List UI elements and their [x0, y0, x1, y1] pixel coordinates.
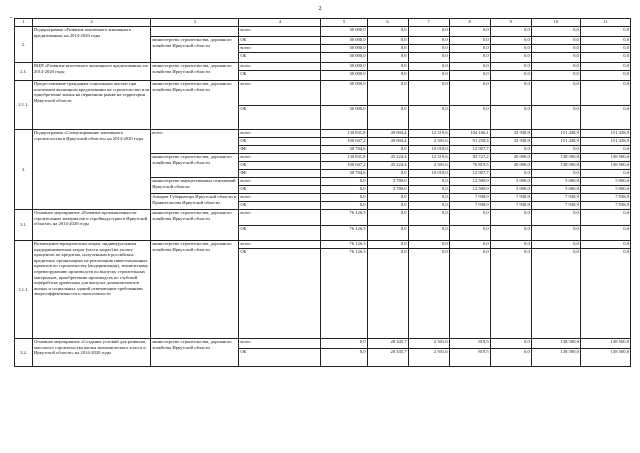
header-cell: 9	[490, 19, 531, 27]
header-cell: 3	[151, 19, 239, 27]
item-number: 2.	[15, 27, 33, 63]
amount-cell: 0,0	[367, 71, 408, 81]
amount-cell: 2 501,6	[408, 138, 449, 146]
funding-source-cell: всего	[239, 81, 321, 106]
table-row	[15, 81, 631, 106]
amount-cell: 138 500,0	[531, 349, 580, 367]
item-number: 3.1.	[15, 210, 33, 241]
funding-source-cell: ОБ	[239, 249, 321, 339]
amount-cell: 7 938,9	[449, 194, 490, 202]
amount-cell: 49 004,4	[367, 130, 408, 138]
amount-cell: 0,0	[321, 186, 367, 194]
header-cell: 11	[580, 19, 630, 27]
amount-cell: 70 819,5	[449, 162, 490, 170]
table-body	[15, 27, 631, 367]
amount-cell: 76 126,3	[321, 226, 367, 241]
amount-cell: 7 938,9	[490, 194, 531, 202]
executor-cell: министерство строительства, дорожного хозяйства Иркутской области	[151, 241, 239, 339]
amount-cell: 0,0	[490, 210, 531, 226]
header-cell: 7	[408, 19, 449, 27]
amount-cell: 5 000,0	[531, 178, 580, 186]
amount-cell: 0,0	[449, 249, 490, 339]
item-name: Основное мероприятие «Создание условий для развития массового строительства жилья экономического класса в Иркутской области» на 2014-2020 годы	[33, 339, 151, 367]
executor-cell: министерство строительства, дорожного хозяйства Иркутской области	[151, 210, 239, 241]
amount-cell: 10 018,0	[408, 146, 449, 154]
amount-cell: 0,0	[580, 45, 630, 53]
amount-cell: 151 438,9	[580, 138, 630, 146]
funding-source-cell: ОБ	[239, 186, 321, 194]
item-number: 2.1.	[15, 63, 33, 81]
header-cell: 5	[321, 19, 367, 27]
amount-cell: 100 047,2	[321, 138, 367, 146]
amount-cell: 0,0	[580, 249, 630, 339]
amount-cell: 0,0	[531, 27, 580, 37]
amount-cell: 0,0	[408, 194, 449, 202]
amount-cell: 138 500,0	[531, 339, 580, 349]
budget-table	[14, 18, 631, 367]
executor-cell: министерство строительства, дорожного хозяйства Иркутской области	[151, 81, 239, 130]
amount-cell: 2 501,6	[408, 349, 449, 367]
amount-cell: 0,0	[367, 170, 408, 178]
amount-cell: 0,0	[531, 210, 580, 226]
header-cell: 4	[239, 19, 321, 27]
amount-cell: 0,0	[449, 27, 490, 37]
amount-cell: 20 000,0	[490, 162, 531, 170]
amount-cell: 7 938,9	[580, 194, 630, 202]
amount-cell: 12 519,6	[408, 130, 449, 138]
amount-cell: 0,0	[408, 202, 449, 210]
amount-cell: 0,0	[321, 339, 367, 349]
amount-cell: 0,0	[580, 170, 630, 178]
amount-cell: 151 438,9	[580, 130, 630, 138]
amount-cell: 12 500,0	[449, 178, 490, 186]
amount-cell: 30 000,0	[321, 37, 367, 45]
header-cell: 1	[15, 19, 33, 27]
amount-cell: 0,0	[367, 249, 408, 339]
funding-source-cell: ОБ	[239, 202, 321, 210]
amount-cell: 0,0	[531, 81, 580, 106]
table-row	[15, 241, 631, 249]
amount-cell: 0,0	[531, 170, 580, 178]
amount-cell: 138 500,0	[580, 154, 630, 162]
amount-cell: 0,0	[531, 45, 580, 53]
amount-cell: 0,0	[367, 194, 408, 202]
amount-cell: 0,0	[580, 27, 630, 37]
amount-cell: 138 500,0	[580, 339, 630, 349]
amount-cell: 0,0	[449, 106, 490, 130]
funding-source-cell: ОБ	[239, 162, 321, 170]
amount-cell: 0,0	[367, 45, 408, 53]
amount-cell: 0,0	[408, 226, 449, 241]
amount-cell: 0,0	[531, 71, 580, 81]
amount-cell: 0,0	[408, 53, 449, 63]
table-row	[15, 27, 631, 37]
amount-cell: 0,0	[449, 210, 490, 226]
item-number: 3.	[15, 130, 33, 210]
amount-cell: 0,0	[367, 63, 408, 71]
amount-cell: 0,0	[367, 241, 408, 249]
amount-cell: 30 000,0	[321, 45, 367, 53]
funding-source-cell: всего	[239, 45, 321, 53]
amount-cell: 0,0	[580, 71, 630, 81]
amount-cell: 0,0	[490, 146, 531, 154]
amount-cell: 0,0	[580, 241, 630, 249]
amount-cell: 28 345,7	[367, 349, 408, 367]
amount-cell: 0,0	[408, 241, 449, 249]
amount-cell: 28 345,7	[367, 339, 408, 349]
amount-cell: 5 000,0	[580, 178, 630, 186]
funding-source-cell: ОБ	[239, 138, 321, 146]
amount-cell: 130 831,8	[321, 154, 367, 162]
amount-cell: 138 500,0	[580, 162, 630, 170]
amount-cell: 3 780,0	[367, 186, 408, 194]
amount-cell: 0,0	[580, 146, 630, 154]
amount-cell: 819,5	[449, 349, 490, 367]
item-name: Подпрограмма «Развитие ипотечного жилищного кредитования» на 2014-2020 годы	[33, 27, 151, 63]
amount-cell: 0,0	[408, 71, 449, 81]
executor-cell	[151, 27, 239, 37]
amount-cell: 138 500,0	[580, 349, 630, 367]
amount-cell: 45 224,4	[367, 154, 408, 162]
amount-cell: 0,0	[449, 37, 490, 45]
header-cell: 2	[33, 19, 151, 27]
amount-cell: 0,0	[580, 37, 630, 45]
amount-cell: 49 004,4	[367, 138, 408, 146]
item-name: Предоставление гражданам социальных выплат при ипотечном жилищном кредитовании на строительство или приобретение жилья на первичном рынке на территории Иркутской области	[33, 81, 151, 130]
amount-cell: 0,0	[490, 53, 531, 63]
amount-cell: 2 501,6	[408, 339, 449, 349]
amount-cell: 819,5	[449, 339, 490, 349]
amount-cell: 0,0	[580, 53, 630, 63]
amount-cell: 5 000,0	[531, 186, 580, 194]
amount-cell: 151 438,9	[531, 130, 580, 138]
funding-source-cell: ОБ	[239, 226, 321, 241]
funding-source-cell: всего	[239, 194, 321, 202]
amount-cell: 0,0	[408, 186, 449, 194]
funding-source-cell: всего	[239, 154, 321, 162]
amount-cell: 0,0	[490, 81, 531, 106]
executor-cell: всего	[151, 130, 239, 154]
amount-cell: 0,0	[408, 45, 449, 53]
header-row	[15, 19, 631, 27]
amount-cell: 0,0	[490, 71, 531, 81]
amount-cell: 91 258,4	[449, 138, 490, 146]
amount-cell: 30 000,0	[321, 81, 367, 106]
amount-cell: 0,0	[367, 53, 408, 63]
amount-cell: 0,0	[408, 210, 449, 226]
amount-cell: 0,0	[490, 170, 531, 178]
amount-cell: 0,0	[408, 178, 449, 186]
executor-cell: Аппарат Губернатора Иркутской области и Правительства Иркутской области	[151, 194, 239, 210]
amount-cell: 0,0	[321, 202, 367, 210]
amount-cell: 12 907,7	[449, 146, 490, 154]
amount-cell: 0,0	[449, 45, 490, 53]
amount-cell: 0,0	[531, 37, 580, 45]
amount-cell: 0,0	[490, 106, 531, 130]
amount-cell: 12 519,6	[408, 154, 449, 162]
amount-cell: 30 784,6	[321, 170, 367, 178]
amount-cell: 30 000,0	[321, 63, 367, 71]
funding-source-cell: всего	[239, 210, 321, 226]
funding-source-cell: всего	[239, 130, 321, 138]
table-row	[15, 210, 631, 226]
amount-cell: 0,0	[367, 226, 408, 241]
amount-cell: 0,0	[490, 339, 531, 349]
amount-cell: 0,0	[408, 81, 449, 106]
amount-cell: 0,0	[580, 210, 630, 226]
amount-cell: 0,0	[490, 249, 531, 339]
amount-cell: 0,0	[580, 81, 630, 106]
amount-cell: 0,0	[449, 226, 490, 241]
amount-cell: 5 000,0	[580, 186, 630, 194]
item-name: ВЦП «Развитие ипотечного жилищного кредитования» на 2014-2020 годы	[33, 63, 151, 81]
item-number: 3.1.1.	[15, 241, 33, 339]
amount-cell: 76 126,3	[321, 249, 367, 339]
funding-source-cell: ФБ	[239, 170, 321, 178]
funding-source-cell: всего	[239, 241, 321, 249]
amount-cell: 76 126,3	[321, 210, 367, 226]
amount-cell: 0,0	[490, 349, 531, 367]
amount-cell: 0,0	[531, 63, 580, 71]
amount-cell: 7 938,9	[449, 202, 490, 210]
header-cell: 8	[449, 19, 490, 27]
funding-source-cell: ОБ	[239, 106, 321, 130]
funding-source-cell: ОБ	[239, 71, 321, 81]
amount-cell: 0,0	[531, 53, 580, 63]
funding-source-cell: всего	[239, 339, 321, 349]
amount-cell: 100 047,2	[321, 162, 367, 170]
amount-cell: 0,0	[449, 71, 490, 81]
amount-cell: 0,0	[408, 249, 449, 339]
item-number: 3.2.	[15, 339, 33, 367]
item-name: Подпрограмма «Стимулирование жилищного строительства в Иркутской области» на 2014-2020 годы	[33, 130, 151, 210]
amount-cell: 20 000,0	[490, 154, 531, 162]
amount-cell: 7 938,9	[490, 202, 531, 210]
amount-cell: 104 166,1	[449, 130, 490, 138]
executor-cell: министерство имущественных отношений Иркутской области	[151, 178, 239, 194]
amount-cell: 5 000,0	[490, 178, 531, 186]
table-row	[15, 339, 631, 349]
amount-cell: 5 000,0	[490, 186, 531, 194]
amount-cell: 0,0	[367, 106, 408, 130]
amount-cell: 0,0	[531, 241, 580, 249]
funding-source-cell: ОБ	[239, 53, 321, 63]
amount-cell: 45 224,4	[367, 162, 408, 170]
executor-cell: министерство строительства, дорожного хозяйства Иркутской области	[151, 63, 239, 81]
amount-cell: 0,0	[531, 249, 580, 339]
funding-source-cell: всего	[239, 27, 321, 37]
amount-cell: 0,0	[449, 63, 490, 71]
amount-cell: 3 780,0	[367, 178, 408, 186]
amount-cell: 0,0	[367, 37, 408, 45]
table-row	[15, 130, 631, 138]
amount-cell: 138 500,0	[531, 154, 580, 162]
funding-source-cell: ФБ	[239, 146, 321, 154]
amount-cell: 0,0	[367, 146, 408, 154]
amount-cell: 0,0	[531, 226, 580, 241]
amount-cell: 0,0	[367, 27, 408, 37]
amount-cell: 2 501,6	[408, 162, 449, 170]
amount-cell: 30 000,0	[321, 106, 367, 130]
item-number: 2.1.1.	[15, 81, 33, 130]
amount-cell: 0,0	[490, 241, 531, 249]
amount-cell: 0,0	[580, 63, 630, 71]
amount-cell: 0,0	[408, 63, 449, 71]
amount-cell: 30 000,0	[321, 27, 367, 37]
amount-cell: 0,0	[490, 63, 531, 71]
amount-cell: 0,0	[490, 226, 531, 241]
amount-cell: 30 000,0	[321, 53, 367, 63]
executor-cell: министерство строительства, дорожного хозяйства Иркутской области	[151, 37, 239, 63]
item-name: Основное мероприятие «Развитие промышленности строительных материалов и стройиндустрии в Иркутской области» на 2014-2020 годы	[33, 210, 151, 241]
item-name: Возмещение юридическим лицам, индивидуальным предпринимателям затрат (части затрат) на уплату процентов по кредитам, полученным в российских кредитных организациях на реализацию инвестиционных проектов по строительству (модернизации), техническому перевооружению производств по выпуску строительных материалов, приобретению производств по глубокой переработке древесины для выпуска домокомплектов жилых и социальных зданий отвечающим требованиям энергоэффективности и экологичности	[33, 241, 151, 339]
executor-cell: министерство строительства, дорожного хозяйства Иркутской области	[151, 154, 239, 178]
amount-cell: 7 938,9	[580, 202, 630, 210]
amount-cell: 30 784,6	[321, 146, 367, 154]
amount-cell: 0,0	[490, 45, 531, 53]
amount-cell: 0,0	[490, 27, 531, 37]
amount-cell: 138 500,0	[531, 162, 580, 170]
amount-cell: 130 831,8	[321, 130, 367, 138]
header-cell: 6	[367, 19, 408, 27]
amount-cell: 0,0	[449, 241, 490, 249]
funding-source-cell: всего	[239, 178, 321, 186]
corner-mark: -	[10, 13, 13, 21]
page-number: 2	[318, 6, 322, 12]
amount-cell: 0,0	[580, 226, 630, 241]
amount-cell: 7 938,9	[531, 194, 580, 202]
amount-cell: 76 126,3	[321, 241, 367, 249]
amount-cell: 0,0	[321, 178, 367, 186]
amount-cell: 0,0	[321, 349, 367, 367]
amount-cell: 0,0	[531, 106, 580, 130]
table-row	[15, 63, 631, 71]
amount-cell: 0,0	[408, 106, 449, 130]
funding-source-cell: ОБ	[239, 37, 321, 45]
amount-cell: 0,0	[531, 146, 580, 154]
amount-cell: 7 938,9	[531, 202, 580, 210]
amount-cell: 0,0	[580, 106, 630, 130]
amount-cell: 32 938,9	[490, 138, 531, 146]
amount-cell: 30 000,0	[321, 71, 367, 81]
amount-cell: 151 438,9	[531, 138, 580, 146]
amount-cell: 0,0	[321, 194, 367, 202]
amount-cell: 12 907,7	[449, 170, 490, 178]
amount-cell: 0,0	[367, 210, 408, 226]
amount-cell: 0,0	[408, 37, 449, 45]
amount-cell: 0,0	[449, 53, 490, 63]
funding-source-cell: ОБ	[239, 349, 321, 367]
amount-cell: 12 500,0	[449, 186, 490, 194]
amount-cell: 0,0	[408, 27, 449, 37]
header-cell: 10	[531, 19, 580, 27]
funding-source-cell: всего	[239, 63, 321, 71]
amount-cell: 0,0	[367, 81, 408, 106]
amount-cell: 83 727,2	[449, 154, 490, 162]
amount-cell: 0,0	[367, 202, 408, 210]
executor-cell: министерство строительства, дорожного хозяйства Иркутской области	[151, 339, 239, 367]
amount-cell: 0,0	[490, 37, 531, 45]
amount-cell: 32 938,9	[490, 130, 531, 138]
amount-cell: 0,0	[449, 81, 490, 106]
amount-cell: 10 018,0	[408, 170, 449, 178]
